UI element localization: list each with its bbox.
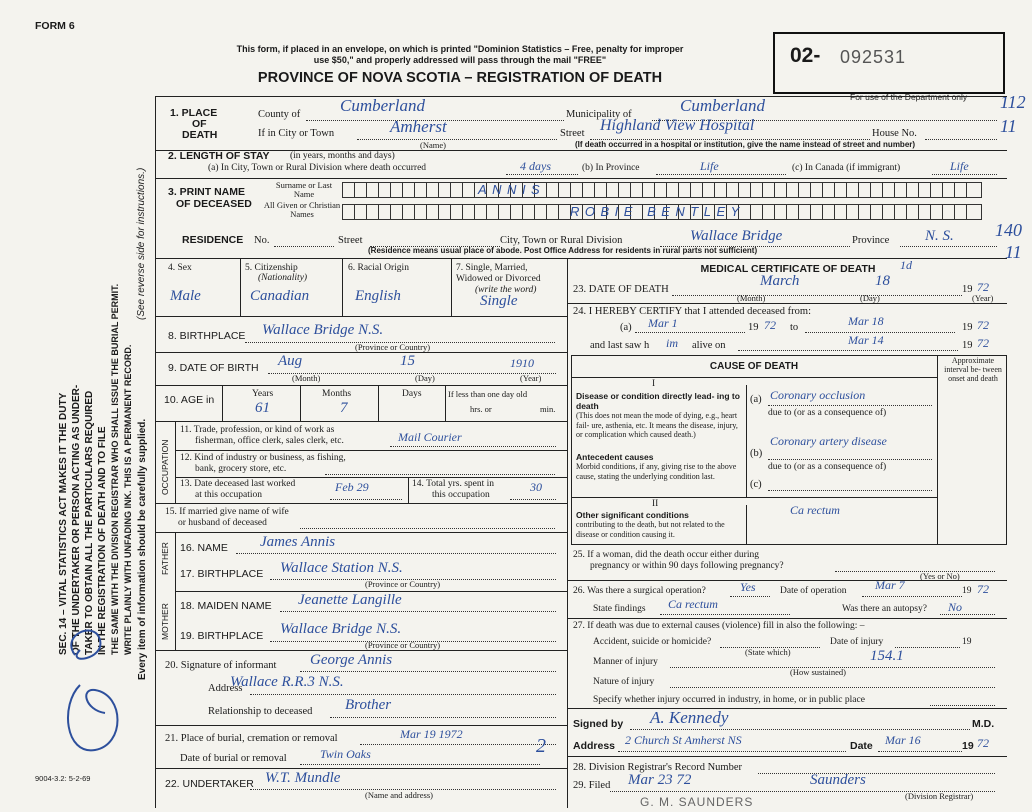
q25-label-b: pregnancy or within 90 days following pregnancy? xyxy=(590,561,784,571)
q14-label: 14. Total yrs. spent in xyxy=(412,479,495,489)
age-months-value: 7 xyxy=(340,400,348,416)
q23-year-caption: (Year) xyxy=(972,293,994,303)
md-label: M.D. xyxy=(972,718,995,730)
dept-code-3: 140 xyxy=(995,220,1022,240)
registration-number: 092531 xyxy=(840,47,907,67)
other-value: Ca rectum xyxy=(790,503,840,517)
q24-to-label: to xyxy=(790,322,799,333)
q24-to: Mar 18 xyxy=(848,314,884,328)
sidebar-line-3: TAKER TO OBTAIN ALL THE PARTICULARS REQUIRED xyxy=(84,390,95,655)
q11-label-b: fisherman, office clerk, sales clerk, etc. xyxy=(195,436,344,446)
q25-label: 25. If a woman, did the death occur either during xyxy=(573,550,759,560)
last-saw-label: and last saw h xyxy=(590,340,650,351)
other-text: contributing to the death, but not related to the disease or condition causing it. xyxy=(576,520,725,539)
citizenship-value: Canadian xyxy=(250,288,310,304)
sidebar-line-5: THE SAME WITH THE DIVISION REGISTRAR WHO SHALL ISSUE THE BURIAL PERMIT. xyxy=(110,283,120,655)
name-label-1: 3. PRINT NAME xyxy=(168,186,246,198)
q24-to-year: 72 xyxy=(977,318,989,332)
occupation-side-label: OCCUPATION xyxy=(160,439,170,495)
q23-day-caption: (Day) xyxy=(860,293,880,303)
q15-label: 15. If married give name of wife xyxy=(165,507,289,517)
street-value: Highland View Hospital xyxy=(600,117,755,134)
birthplace-caption: (Province or Country) xyxy=(355,342,431,352)
house-label: House No. xyxy=(872,128,917,139)
cause-c-label: (c) xyxy=(750,479,762,490)
cert-date-label: Date xyxy=(850,740,873,752)
informant-address-label: Address xyxy=(208,683,243,694)
burial-date-value: Twin Oaks xyxy=(320,747,371,761)
cert-address-label: Address xyxy=(573,740,616,752)
last-saw-year-prefix: 19 xyxy=(962,340,973,351)
residence-no-label: No. xyxy=(254,235,270,246)
q22-label: 22. UNDERTAKER xyxy=(165,778,254,790)
dept-code-4: 11 xyxy=(1005,242,1022,262)
q23-year-prefix: 19 xyxy=(962,284,973,295)
q24-label: 24. I HEREBY CERTIFY that I attended deceased from: xyxy=(573,306,811,317)
autopsy-value: No xyxy=(948,600,963,614)
cert-year: 72 xyxy=(977,736,989,750)
industry-label: Specify whether injury occurred in industry, in home, or in public place xyxy=(593,695,865,705)
age-months-label: Months xyxy=(322,389,352,399)
burial-mark: 2 xyxy=(536,735,546,757)
marital-sub: (write the word) xyxy=(475,285,537,295)
disease-text: (This does not mean the mode of dying, e.g., heart fail- ure, asthenia, etc. It means the disease, injury, or complication which caused death.) xyxy=(576,411,738,439)
age-years-value: 61 xyxy=(255,400,270,416)
medical-title: MEDICAL CERTIFICATE OF DEATH xyxy=(700,263,876,275)
citizenship-sub: (Nationality) xyxy=(258,273,308,283)
cause-a-label: (a) xyxy=(750,394,762,405)
city-value: Amherst xyxy=(390,117,447,136)
q26-value: Yes xyxy=(740,580,756,594)
q17-caption: (Province or Country) xyxy=(365,579,441,589)
registrar-stamp: G. M. SAUNDERS xyxy=(640,795,754,809)
signed-label: Signed by xyxy=(573,718,624,730)
injury-year-prefix: 19 xyxy=(962,637,972,647)
q21-value: Mar 19 1972 xyxy=(400,727,463,741)
last-saw-year: 72 xyxy=(977,336,989,350)
informant-address-value: Wallace R.R.3 N.S. xyxy=(230,674,344,690)
injury-date-label: Date of injury xyxy=(830,637,884,647)
cause-b-label: (b) xyxy=(750,448,763,459)
mother-side-label: MOTHER xyxy=(160,603,170,640)
q13-value: Feb 29 xyxy=(335,480,369,494)
dob-month-caption: (Month) xyxy=(292,373,321,383)
age-hrs-label: hrs. or xyxy=(470,404,492,414)
q14-value: 30 xyxy=(530,480,542,494)
surname-label: Surname or Last Name xyxy=(275,180,333,199)
residence-province-label: Province xyxy=(852,235,890,246)
division-registrar-caption: (Division Registrar) xyxy=(905,791,974,801)
marital-label: 7. Single, Married, Widowed or Divorced xyxy=(456,263,541,284)
given-names-label: All Given or Christian Names xyxy=(263,200,341,219)
residence-province-value: N. S. xyxy=(925,228,954,244)
form-code: FORM 6 xyxy=(35,20,75,32)
cause-a-due: due to (or as a consequence of) xyxy=(768,408,887,418)
medical-title-mark: 1d xyxy=(900,258,912,272)
relationship-value: Brother xyxy=(345,697,392,713)
sidebar-line-2: OF THE UNDERTAKER OR PERSON ACTING AS UNDER- xyxy=(71,384,82,655)
relationship-label: Relationship to deceased xyxy=(208,706,313,717)
racial-value: English xyxy=(355,288,401,304)
birthplace-value: Wallace Bridge N.S. xyxy=(262,322,384,338)
sidebar-line-8: Every item of information should be carefully supplied. xyxy=(137,418,148,680)
stay-c-value: Life xyxy=(950,159,969,173)
burial-date-label: Date of burial or removal xyxy=(180,753,287,764)
stay-sub: (in years, months and days) xyxy=(290,151,395,161)
findings-label: State findings xyxy=(593,604,646,614)
place-of-label: OF xyxy=(192,118,207,130)
q23-year: 72 xyxy=(977,280,989,294)
q19-value: Wallace Bridge N.S. xyxy=(280,621,402,637)
stay-a-value: 4 days xyxy=(520,159,551,173)
given-names-value: ROBIE BENTLEY xyxy=(570,204,745,219)
birthplace-label: 8. BIRTHPLACE xyxy=(168,330,246,342)
q29-label: 29. Filed xyxy=(573,780,611,791)
dob-year: 1910 xyxy=(510,356,534,370)
op-year-prefix: 19 xyxy=(962,586,972,596)
cert-year-prefix: 19 xyxy=(962,740,974,752)
q20-label: 20. Signature of informant xyxy=(165,660,277,671)
q25-yes-no: (Yes or No) xyxy=(920,571,960,581)
q29-signature: Saunders xyxy=(810,772,866,788)
q24-from: Mar 1 xyxy=(648,316,678,330)
disease-title: Disease or condition directly lead- ing to death xyxy=(576,391,740,411)
cause-b-due: due to (or as a consequence of) xyxy=(768,462,887,472)
q18-value: Jeanette Langille xyxy=(298,592,402,608)
cert-date-value: Mar 16 xyxy=(885,733,921,747)
street-label: Street xyxy=(560,128,585,139)
residence-label: RESIDENCE xyxy=(182,234,244,246)
age-min-label: min. xyxy=(540,404,556,414)
q23-month-caption: (Month) xyxy=(737,293,766,303)
father-side-label: FATHER xyxy=(160,542,170,575)
antecedent-title: Antecedent causes xyxy=(576,452,654,462)
sex-value: Male xyxy=(170,288,201,304)
q23-day: 18 xyxy=(875,273,890,289)
municipality-value: Cumberland xyxy=(680,96,765,115)
q11-value: Mail Courier xyxy=(398,430,462,444)
margin-scribble xyxy=(55,615,135,765)
q11-label: 11. Trade, profession, or kind of work as xyxy=(180,425,335,435)
other-title: Other significant conditions xyxy=(576,510,689,520)
cert-address-value: 2 Church St Amherst NS xyxy=(625,733,742,747)
roman-two: II xyxy=(652,499,659,509)
dept-use-note: For use of the Department only xyxy=(850,92,968,102)
racial-label: 6. Racial Origin xyxy=(348,263,409,273)
dept-code-2: 11 xyxy=(1000,116,1017,136)
stay-b-value: Life xyxy=(700,159,719,173)
last-saw-value: Mar 14 xyxy=(848,333,884,347)
signed-value: A. Kennedy xyxy=(650,708,729,727)
q22-caption: (Name and address) xyxy=(365,790,433,800)
residence-street-label: Street xyxy=(338,235,363,246)
q16-label: 16. NAME xyxy=(180,542,228,554)
age-days-label: Days xyxy=(402,389,422,399)
q16-value: James Annis xyxy=(260,534,336,550)
age-label: 10. AGE in xyxy=(164,394,215,406)
dob-label: 9. DATE OF BIRTH xyxy=(168,362,259,374)
place-death-label: DEATH xyxy=(182,129,218,141)
q17-value: Wallace Station N.S. xyxy=(280,560,403,576)
manner-value: 154.1 xyxy=(870,648,904,664)
antecedent-text: Morbid conditions, if any, giving rise to the above cause, stating the underlying condition last. xyxy=(576,462,737,481)
name-label-2: OF DECEASED xyxy=(176,198,252,210)
age-years-label: Years xyxy=(252,389,274,399)
stay-b-label: (b) In Province xyxy=(582,163,640,173)
q26-label: 26. Was there a surgical operation? xyxy=(573,586,706,596)
stay-label: 2. LENGTH OF STAY xyxy=(168,150,270,162)
last-saw-him: im xyxy=(666,336,678,350)
place-label: 1. PLACE xyxy=(170,107,218,119)
q24-from-year-prefix: 19 xyxy=(748,322,759,333)
sidebar-line-1: SEC. 14 – VITAL STATISTICS ACT MAKES IT THE DUTY xyxy=(58,392,69,655)
dob-month: Aug xyxy=(278,353,303,369)
form-title: PROVINCE OF NOVA SCOTIA – REGISTRATION OF DEATH xyxy=(257,70,663,86)
q19-caption: (Province or Country) xyxy=(365,640,441,650)
residence-city-value: Wallace Bridge xyxy=(690,228,783,244)
age-less-label: If less than one day old xyxy=(448,389,528,399)
approx-interval-label: Approximate interval be- tween onset and death xyxy=(944,356,1002,383)
how-sustained-caption: (How sustained) xyxy=(790,667,846,677)
stay-c-label: (c) In Canada (if immigrant) xyxy=(792,163,901,173)
cause-b-value: Coronary artery disease xyxy=(770,434,887,448)
municipality-label: Municipality of xyxy=(566,109,632,120)
state-which-caption: (State which) xyxy=(745,647,791,657)
sidebar-line-4: IN THE REGISTRATION OF DEATH AND TO FILE xyxy=(97,426,108,655)
residence-city-label: City, Town or Rural Division xyxy=(500,235,623,246)
sidebar-line-6: WRITE PLAINLY WITH UNFADING INK. THIS IS A PERMANENT RECORD. xyxy=(123,344,133,655)
stay-a-label: (a) In City, Town or Rural Division where death occurred xyxy=(208,163,427,173)
dob-day-caption: (Day) xyxy=(415,373,435,383)
findings-value: Ca rectum xyxy=(668,597,718,611)
sidebar-line-7: (See reverse side for instructions.) xyxy=(136,167,147,320)
cause-a-value: Coronary occlusion xyxy=(770,388,866,402)
city-label: If in City or Town xyxy=(258,128,335,139)
form-footer-code: 9004-3.2: 5-2-69 xyxy=(35,774,91,783)
q12-label: 12. Kind of industry or business, as fishing, xyxy=(180,453,346,463)
q12-label-b: bank, grocery store, etc. xyxy=(195,464,287,474)
q28-label: 28. Division Registrar's Record Number xyxy=(573,762,742,773)
city-name-caption: (Name) xyxy=(420,140,446,150)
manner-label: Manner of injury xyxy=(593,657,658,667)
q14-label-b: this occupation xyxy=(432,490,490,500)
marital-value: Single xyxy=(480,293,518,309)
q17-label: 17. BIRTHPLACE xyxy=(180,568,264,580)
q24-a-label: (a) xyxy=(620,322,632,333)
dept-code-1: 112 xyxy=(1000,92,1026,112)
q22-value: W.T. Mundle xyxy=(265,770,341,786)
nature-label: Nature of injury xyxy=(593,677,655,687)
county-value: Cumberland xyxy=(340,96,425,115)
q24-from-year: 72 xyxy=(764,318,776,332)
q19-label: 19. BIRTHPLACE xyxy=(180,630,264,642)
registration-prefix: 02- xyxy=(790,44,821,67)
q24-to-year-prefix: 19 xyxy=(962,322,973,333)
citizenship-label: 5. Citizenship xyxy=(245,263,298,273)
q23-label: 23. DATE OF DEATH xyxy=(573,284,669,295)
dob-day: 15 xyxy=(400,353,415,369)
q29-value: Mar 23 72 xyxy=(628,772,692,788)
q21-label: 21. Place of burial, cremation or removal xyxy=(165,733,338,744)
q13-label: 13. Date deceased last worked xyxy=(180,479,296,489)
op-year: 72 xyxy=(977,582,989,596)
roman-one: I xyxy=(652,379,656,389)
op-date-value: Mar 7 xyxy=(875,578,905,592)
surname-value: ANNIS xyxy=(478,182,546,197)
accident-label: Accident, suicide or homicide? xyxy=(593,637,712,647)
q15-label-b: or husband of deceased xyxy=(178,518,267,528)
op-date-label: Date of operation xyxy=(780,586,847,596)
residence-note: (Residence means usual place of abode. Post Office Address for residents in rural parts not sufficient) xyxy=(368,246,758,255)
dob-year-caption: (Year) xyxy=(520,373,542,383)
q18-label: 18. MAIDEN NAME xyxy=(180,600,272,612)
hospital-note: (If death occurred in a hospital or institution, give the name instead of street and number) xyxy=(575,140,916,149)
postal-note: This form, if placed in an envelope, on which is printed "Dominion Statistics – Free, penalty for improper use $50," and properly addressed will pass through the mail "FREE" xyxy=(236,44,684,65)
last-saw-mid: alive on xyxy=(692,340,726,351)
q20-value: George Annis xyxy=(310,652,393,668)
q13-label-b: at this occupation xyxy=(195,490,263,500)
surname-boxes xyxy=(342,182,982,198)
q27-label: 27. If death was due to external causes (violence) fill in also the following: – xyxy=(573,621,865,631)
cause-title: CAUSE OF DEATH xyxy=(709,361,799,372)
autopsy-label: Was there an autopsy? xyxy=(842,604,927,614)
q23-month: March xyxy=(760,273,800,289)
county-label: County of xyxy=(258,109,301,120)
sex-label: 4. Sex xyxy=(168,263,192,273)
